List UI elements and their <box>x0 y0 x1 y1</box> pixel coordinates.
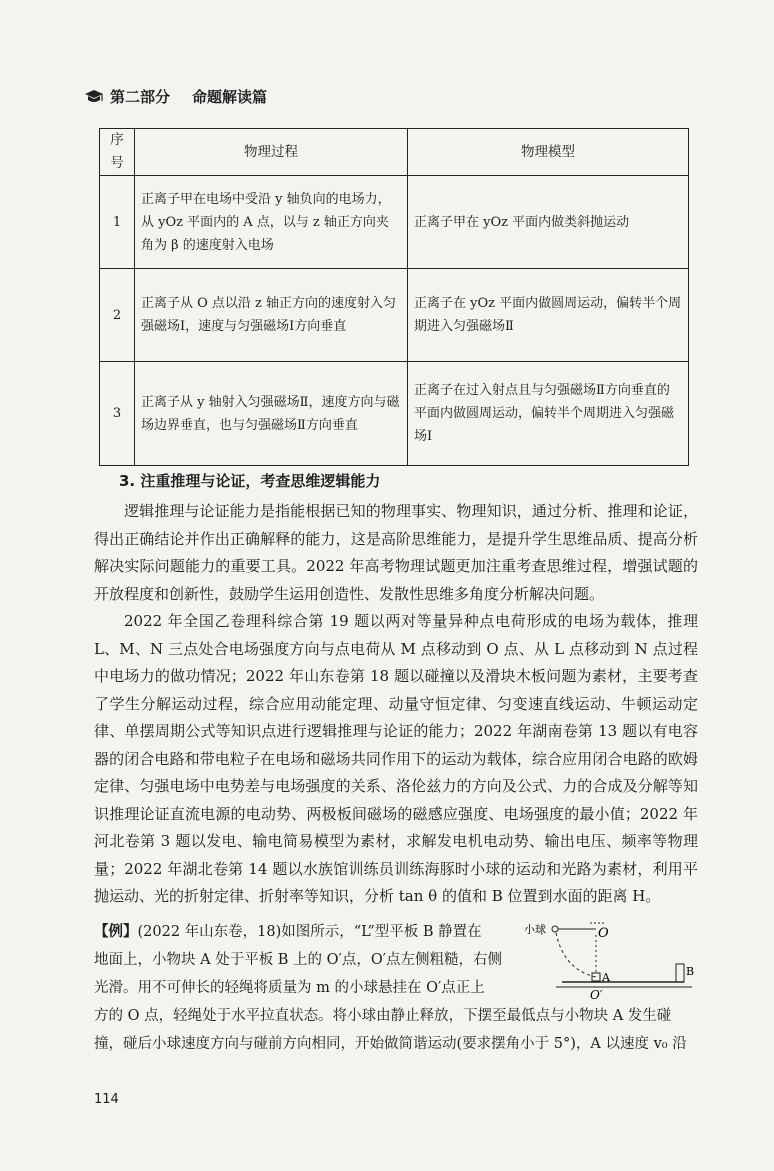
section-title: 3. 注重推理与论证，考查思维逻辑能力 <box>119 472 381 490</box>
point-O-label: O <box>598 926 609 941</box>
row-process: 正离子从 O 点以沿 z 轴正方向的速度射入匀强磁场Ⅰ，速度与匀强磁场Ⅰ方向垂直 <box>135 269 408 362</box>
example-line: 光滑。用不可伸长的轻绳将质量为 m 的小球悬挂在 O′点正上 <box>94 980 485 996</box>
example-text: (2022 年山东卷，18)如图所示，“L”型平板 B 静置在 <box>137 924 482 940</box>
pendulum-figure <box>516 915 696 1000</box>
table-row <box>100 269 689 362</box>
row-process: 正离子从 y 轴射入匀强磁场Ⅱ，速度方向与磁场边界垂直，也与匀强磁场Ⅱ方向垂直 <box>135 362 408 466</box>
header-part: 第二部分 <box>110 88 171 106</box>
example-line <box>94 918 514 946</box>
point-O-prime-label: O′ <box>590 988 603 1000</box>
row-model: 正离子在过入射点且与匀强磁场Ⅱ方向垂直的平面内做圆周运动，偏转半个周期进入匀强磁场Ⅰ <box>408 362 689 466</box>
swing-arc <box>556 933 596 977</box>
physics-model-table <box>99 128 689 466</box>
block-A <box>592 973 600 981</box>
row-number: 2 <box>100 269 135 362</box>
row-process: 正离子甲在电场中受沿 y 轴负向的电场力，从 yOz 平面内的 A 点，以与 z 轴正方向夹角为 β 的速度射入电场 <box>135 176 408 269</box>
column-header-number: 序号 <box>100 129 135 176</box>
plank-B-label: B <box>686 965 695 978</box>
header-title: 命题解读篇 <box>192 88 268 106</box>
ball-shape <box>552 926 558 932</box>
row-model: 正离子甲在 yOz 平面内做类斜抛运动 <box>408 176 689 269</box>
row-model: 正离子在 yOz 平面内做圆周运动，偏转半个周期进入匀强磁场Ⅱ <box>408 269 689 362</box>
paragraph: 逻辑推理与论证能力是指能根据已知的物理事实、物理知识，通过分析、推理和论证，得出正确结论并作出正确解释的能力，这是高阶思维能力，是提升学生思维品质、提高分析解决实际问题能力的重要工具。2022 年高考物理试题更加注重考查思维过程，增强试题的开放程度和创新性，鼓励学生运用创造性、发散性思维多角度分析解决问题。 <box>94 502 698 603</box>
table-row <box>100 362 689 466</box>
example-rest: 方的 O 点，轻绳处于水平拉直状态。将小球由静止释放，下摆至最低点与小物块 A 发生碰撞，碰后小球速度方向与碰前方向相同，开始做简谐运动(要求摆角小于 5°)，A 以速度 v₀ 沿 <box>94 1008 687 1052</box>
paragraph: 2022 年全国乙卷理科综合第 19 题以两对等量异种点电荷形成的电场为载体，推理 L、M、N 三点处合电场强度方向与点电荷从 M 点移动到 O 点、从 L 点移动到 N 点过程中电场力的做功情况；2022 年山东卷第 18 题以碰撞以及滑块木板问题为素材，主要考查了学生分解运动过程，综合应用动能定理、动量守恒定律、匀变速直线运动、牛顿运动定律、单摆周期公式等知识点进行逻辑推理与论证的能力；2022 年湖南卷第 13 题以有电容器的闭合电路和带电粒子在电场和磁场共同作用下的运动为载体，综合应用闭合电路的欧姆定律、匀强电场中电势差与电场强度的关系、洛伦兹力的方向及公式、力的合成及分解等知识推理论证直流电源的电动势、两极板间磁场的磁感应强度、电场强度的最小值；2022 年河北卷第 3 题以发电、输电简易模型为素材，求解发电机电动势、输出电压、频率等物理量；2022 年湖北卷第 14 题以水族馆训练员训练海豚时小球的运动和光路为素材，利用平抛运动、光的折射定律、折射率等知识，分析 tan θ 的值和 B 位置到水面的距离 H。 <box>94 612 698 905</box>
table-row <box>100 176 689 269</box>
example-tag: 【例】 <box>94 924 138 940</box>
row-number: 1 <box>100 176 135 269</box>
plank-wall <box>676 964 684 982</box>
ball-label: 小球 <box>524 923 546 936</box>
running-header <box>84 86 267 107</box>
column-header-model: 物理模型 <box>408 129 689 176</box>
row-number: 3 <box>100 362 135 466</box>
block-A-label: A <box>602 971 610 984</box>
table-header-row <box>100 129 689 176</box>
example-line: 地面上，小物块 A 处于平板 B 上的 O′点，O′点左侧粗糙，右侧 <box>94 952 503 968</box>
graduation-cap-icon <box>84 89 104 105</box>
page-number: 114 <box>94 1092 119 1107</box>
column-header-process: 物理过程 <box>135 129 408 176</box>
